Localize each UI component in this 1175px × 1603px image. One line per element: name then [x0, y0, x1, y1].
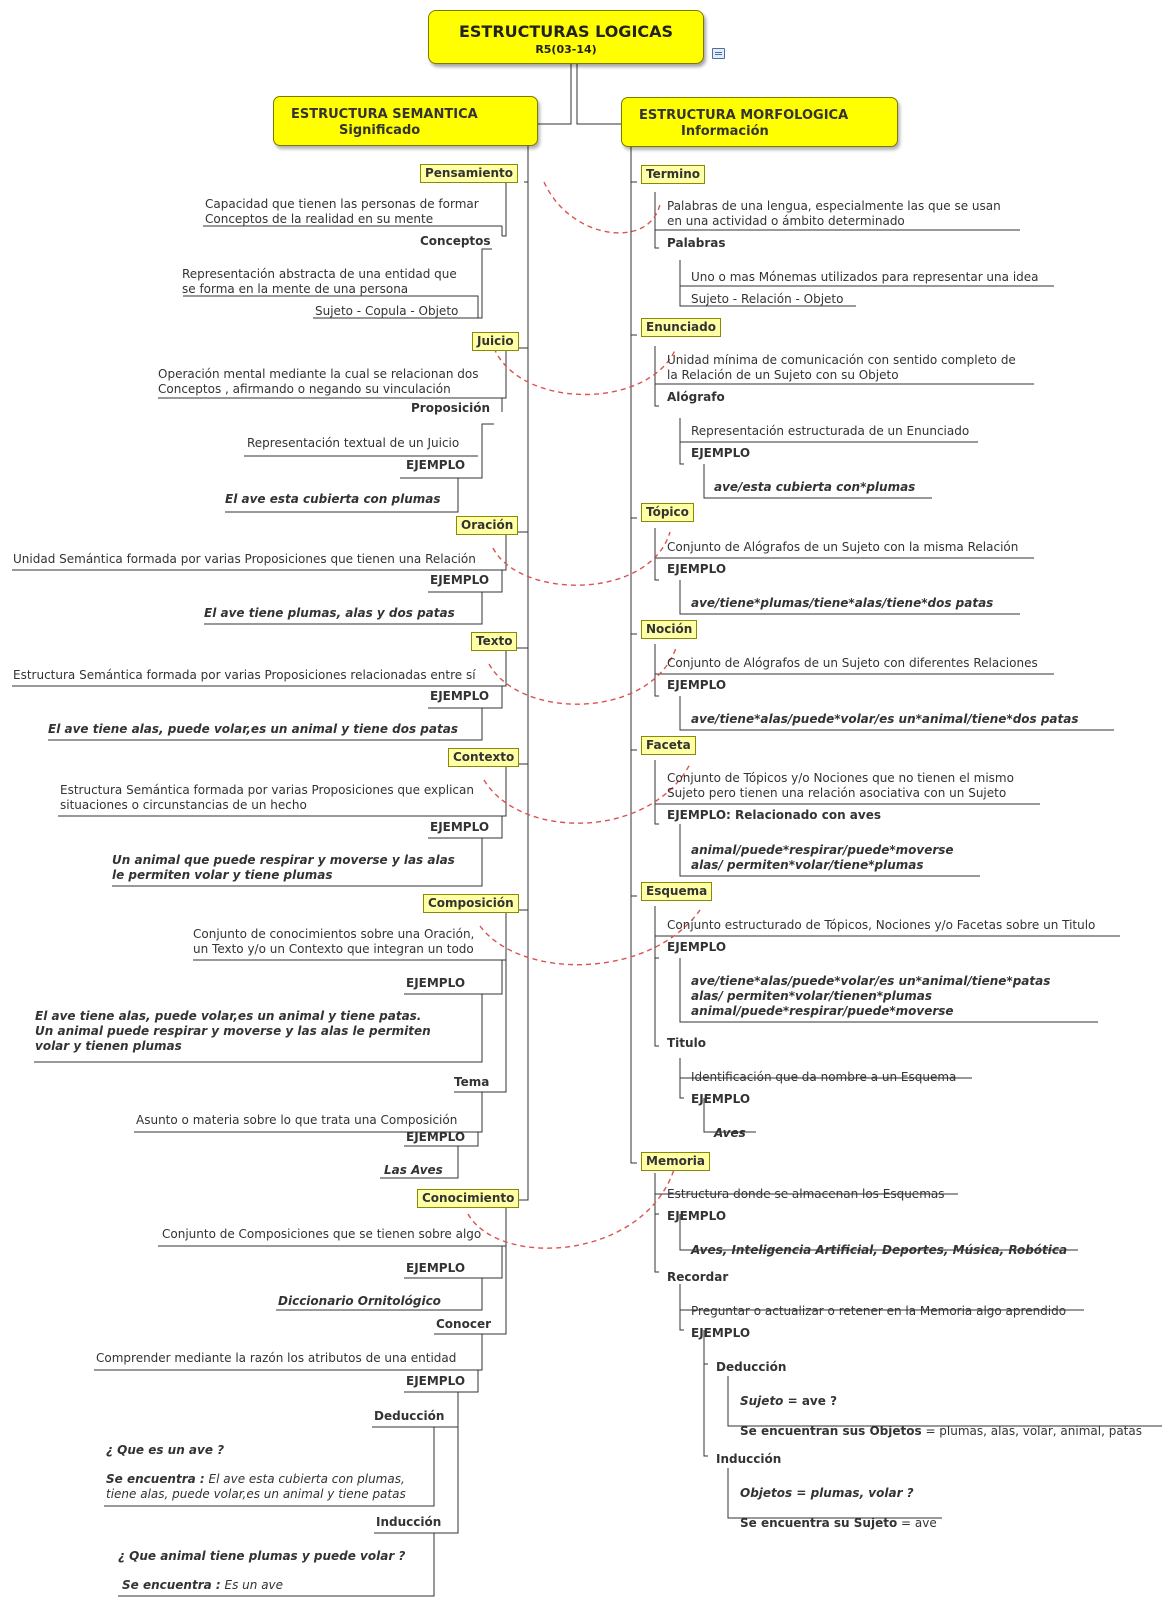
node-alografo[interactable]: Alógrafo	[667, 390, 725, 404]
tema-ejemplo-label[interactable]: EJEMPLO	[406, 1130, 466, 1144]
contexto-ejemplo-label[interactable]: EJEMPLO	[430, 820, 490, 834]
topic-enunciado[interactable]: Enunciado	[641, 318, 721, 337]
topic-nocion[interactable]: Noción	[641, 620, 697, 639]
palabras-formula: Sujeto - Relación - Objeto	[691, 292, 844, 306]
conocimiento-ejemplo-label[interactable]: EJEMPLO	[406, 1261, 466, 1275]
morphologic-deduccion-answer	[740, 1424, 1142, 1439]
topic-faceta[interactable]: Faceta	[641, 736, 696, 755]
semantic-title: ESTRUCTURA SEMANTICA	[291, 107, 478, 122]
pensamiento-def-1: Capacidad que tienen las personas de formar	[205, 197, 479, 211]
faceta-def-1: Conjunto de Tópicos y/o Nociones que no tienen el mismo	[667, 771, 1014, 785]
composicion-def-1: Conjunto de conocimientos sobre una Oración,	[193, 927, 475, 941]
contexto-ejemplo-2: le permiten volar y tiene plumas	[112, 868, 333, 882]
semantic-node-induccion[interactable]: Inducción	[376, 1515, 442, 1529]
faceta-ejemplo-label[interactable]: EJEMPLO: Relacionado con aves	[667, 808, 881, 822]
alografo-def: Representación estructurada de un Enunciado	[691, 424, 970, 438]
node-conocer[interactable]: Conocer	[436, 1317, 492, 1331]
conceptos-def-2: se forma en la mente de una persona	[182, 282, 409, 296]
composicion-ejemplo-label[interactable]: EJEMPLO	[406, 976, 466, 990]
node-recordar[interactable]: Recordar	[667, 1270, 729, 1284]
morphologic-deduccion-q-value: = ave ?	[783, 1394, 838, 1408]
termino-def-2: en una actividad o ámbito determinado	[667, 214, 905, 228]
topic-juicio[interactable]: Juicio	[472, 332, 519, 351]
topic-conocimiento[interactable]: Conocimiento	[417, 1189, 519, 1208]
conocer-def: Comprender mediante la razón los atributos de una entidad	[96, 1351, 457, 1365]
morphologic-induccion-a-label: Se encuentra su Sujeto	[740, 1516, 898, 1530]
morphologic-node-deduccion[interactable]: Deducción	[716, 1360, 787, 1374]
nocion-def: Conjunto de Alógrafos de un Sujeto con diferentes Relaciones	[667, 656, 1038, 670]
morphologic-deduccion-a-value: = plumas, alas, volar, animal, patas	[921, 1424, 1142, 1438]
palabras-def: Uno o mas Mónemas utilizados para representar una idea	[691, 270, 1039, 284]
esquema-ejemplo-label[interactable]: EJEMPLO	[667, 940, 727, 954]
semantic-deduccion-answer-line-1	[106, 1472, 405, 1487]
topic-termino[interactable]: Termino	[641, 165, 705, 184]
node-proposicion[interactable]: Proposición	[411, 401, 491, 415]
faceta-ejemplo-2: alas/ permiten*volar/tiene*plumas	[691, 858, 924, 872]
node-titulo[interactable]: Titulo	[667, 1036, 706, 1050]
morphologic-induccion-a-value: = ave	[897, 1516, 937, 1530]
conceptos-formula: Sujeto - Copula - Objeto	[315, 304, 459, 318]
morphologic-deduccion-question	[740, 1394, 837, 1409]
topic-pensamiento[interactable]: Pensamiento	[420, 164, 518, 183]
termino-def-1: Palabras de una lengua, especialmente las que se usan	[667, 199, 1001, 213]
memoria-ejemplo: Aves, Inteligencia Artificial, Deportes, Música, Robótica	[691, 1243, 1068, 1257]
morphologic-subtitle: Información	[681, 124, 769, 139]
composicion-ejemplo-1: El ave tiene alas, puede volar,es un animal y tiene patas.	[35, 1009, 422, 1023]
node-conceptos[interactable]: Conceptos	[420, 234, 491, 248]
titulo-ejemplo-label[interactable]: EJEMPLO	[691, 1092, 751, 1106]
topic-contexto[interactable]: Contexto	[448, 748, 519, 767]
tema-ejemplo: Las Aves	[384, 1163, 443, 1177]
topic-oracion[interactable]: Oración	[456, 516, 518, 535]
topic-topico[interactable]: Tópico	[641, 503, 694, 522]
oracion-ejemplo-label[interactable]: EJEMPLO	[430, 573, 490, 587]
conocer-ejemplo-label[interactable]: EJEMPLO	[406, 1374, 466, 1388]
esquema-def: Conjunto estructurado de Tópicos, Nociones y/o Facetas sobre un Titulo	[667, 918, 1096, 932]
semantic-induccion-answer: Es un ave	[220, 1578, 284, 1592]
morphologic-deduccion-a-label: Se encuentran sus Objetos	[740, 1424, 922, 1438]
root-title: ESTRUCTURAS LOGICAS	[458, 22, 674, 41]
morphologic-induccion-question: Objetos = plumas, volar ?	[740, 1486, 914, 1500]
pensamiento-def-2: Conceptos de la realidad en su mente	[205, 212, 434, 226]
contexto-def-1: Estructura Semántica formada por varias Proposiciones que explican	[60, 783, 474, 797]
alografo-ejemplo-label[interactable]: EJEMPLO	[691, 446, 751, 460]
topic-texto[interactable]: Texto	[471, 632, 517, 651]
enunciado-def-2: la Relación de un Sujeto con su Objeto	[667, 368, 899, 382]
root-node[interactable]	[428, 10, 704, 64]
contexto-def-2: situaciones o circunstancias de un hecho	[60, 798, 307, 812]
enunciado-def-1: Unidad mínima de comunicación con sentido completo de	[667, 353, 1016, 367]
semantic-main-node[interactable]	[273, 96, 538, 146]
conocimiento-ejemplo: Diccionario Ornitológico	[278, 1294, 441, 1308]
semantic-induccion-question: ¿ Que animal tiene plumas y puede volar ?	[118, 1549, 406, 1563]
titulo-ejemplo: Aves	[714, 1126, 746, 1140]
root-subtitle: R5(03-14)	[535, 43, 597, 56]
proposicion-def: Representación textual de un Juicio	[247, 436, 460, 450]
morphologic-main-node[interactable]	[621, 97, 898, 147]
semantic-induccion-answer-label: Se encuentra :	[122, 1578, 221, 1592]
texto-def: Estructura Semántica formada por varias Proposiciones relacionadas entre sí	[13, 668, 476, 682]
memoria-def: Estructura donde se almacenan los Esquemas	[667, 1187, 945, 1201]
node-tema[interactable]: Tema	[454, 1075, 490, 1089]
faceta-ejemplo-1: animal/puede*respirar/puede*moverse	[691, 843, 954, 857]
semantic-deduccion-answer-1: El ave esta cubierta con plumas,	[204, 1472, 405, 1486]
semantic-deduccion-answer-label: Se encuentra :	[106, 1472, 205, 1486]
semantic-induccion-answer-line	[122, 1578, 283, 1593]
conceptos-def-1: Representación abstracta de una entidad que	[182, 267, 457, 281]
semantic-deduccion-question: ¿ Que es un ave ?	[106, 1443, 225, 1457]
composicion-ejemplo-3: volar y tienen plumas	[35, 1039, 182, 1053]
alografo-ejemplo: ave/esta cubierta con*plumas	[714, 480, 916, 494]
proposicion-ejemplo-label[interactable]: EJEMPLO	[406, 458, 466, 472]
esquema-ejemplo-1: ave/tiene*alas/puede*volar/es un*animal/tiene*patas	[691, 974, 1051, 988]
recordar-def: Preguntar o actualizar o retener en la Memoria algo aprendido	[691, 1304, 1067, 1318]
esquema-ejemplo-3: animal/puede*respirar/puede*moverse	[691, 1004, 954, 1018]
conocimiento-def: Conjunto de Composiciones que se tienen sobre algo	[162, 1227, 482, 1241]
texto-ejemplo: El ave tiene alas, puede volar,es un animal y tiene dos patas	[48, 722, 458, 736]
juicio-def-2: Conceptos , afirmando o negando su vinculación	[158, 382, 451, 396]
morphologic-node-induccion[interactable]: Inducción	[716, 1452, 782, 1466]
morphologic-title: ESTRUCTURA MORFOLOGICA	[639, 108, 849, 123]
note-icon[interactable]	[712, 48, 725, 59]
semantic-deduccion-answer-2: tiene alas, puede volar,es un animal y tiene patas	[106, 1487, 406, 1501]
memoria-ejemplo-label[interactable]: EJEMPLO	[667, 1209, 727, 1223]
node-palabras[interactable]: Palabras	[667, 236, 726, 250]
tema-def: Asunto o materia sobre lo que trata una Composición	[136, 1113, 458, 1127]
topic-memoria[interactable]: Memoria	[641, 1152, 710, 1171]
recordar-ejemplo-label[interactable]: EJEMPLO	[691, 1326, 751, 1340]
texto-ejemplo-label[interactable]: EJEMPLO	[430, 689, 490, 703]
composicion-def-2: un Texto y/o un Contexto que integran un todo	[193, 942, 474, 956]
morphologic-deduccion-q-label: Sujeto	[740, 1394, 784, 1408]
contexto-ejemplo-1: Un animal que puede respirar y moverse y las alas	[112, 853, 455, 867]
oracion-ejemplo: El ave tiene plumas, alas y dos patas	[204, 606, 455, 620]
proposicion-ejemplo: El ave esta cubierta con plumas	[225, 492, 441, 506]
juicio-def-1: Operación mental mediante la cual se relacionan dos	[158, 367, 479, 381]
topic-esquema[interactable]: Esquema	[641, 882, 712, 901]
nocion-ejemplo: ave/tiene*alas/puede*volar/es un*animal/tiene*dos patas	[691, 712, 1079, 726]
semantic-subtitle: Significado	[339, 123, 421, 138]
semantic-node-deduccion[interactable]: Deducción	[374, 1409, 445, 1423]
topico-def: Conjunto de Alógrafos de un Sujeto con la misma Relación	[667, 540, 1019, 554]
oracion-def: Unidad Semántica formada por varias Proposiciones que tienen una Relación	[13, 552, 476, 566]
esquema-ejemplo-2: alas/ permiten*volar/tienen*plumas	[691, 989, 933, 1003]
faceta-def-2: Sujeto pero tienen una relación asociativa con un Sujeto	[667, 786, 1007, 800]
morphologic-induccion-answer	[740, 1516, 937, 1531]
topic-composicion[interactable]: Composición	[423, 894, 519, 913]
topico-ejemplo: ave/tiene*plumas/tiene*alas/tiene*dos patas	[691, 596, 994, 610]
topico-ejemplo-label[interactable]: EJEMPLO	[667, 562, 727, 576]
composicion-ejemplo-2: Un animal puede respirar y moverse y las alas le permiten	[35, 1024, 431, 1038]
titulo-def: Identificación que da nombre a un Esquema	[691, 1070, 957, 1084]
nocion-ejemplo-label[interactable]: EJEMPLO	[667, 678, 727, 692]
